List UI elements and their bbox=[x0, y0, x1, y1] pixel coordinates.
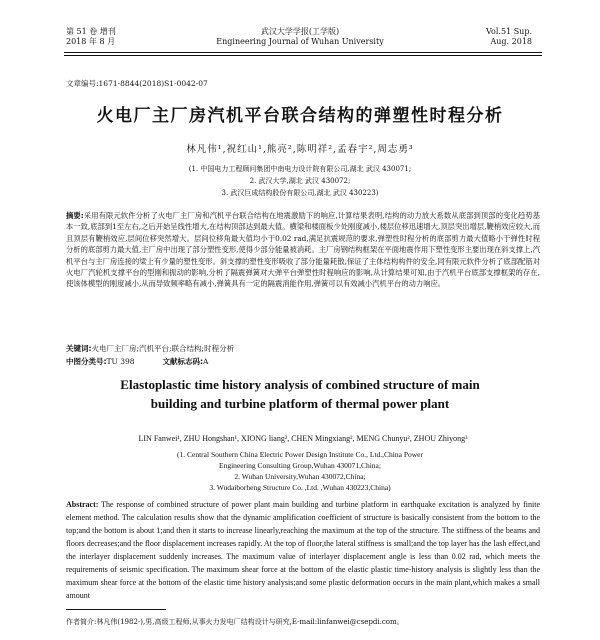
article-number: 文章编号:1671-8844(2018)S1-0042-07 bbox=[66, 79, 208, 88]
doc-code-value: A bbox=[203, 357, 209, 366]
zh-keywords-text: 火电厂主厂房;汽机平台;联合结构;时程分析 bbox=[91, 344, 235, 353]
zh-title: 火电厂主厂房汽机平台联合结构的弹塑性时程分析 bbox=[96, 106, 504, 126]
en-affiliation-1: (1. Central Southern China Electric Power Design Institute Co., Ltd.,China Power bbox=[177, 450, 423, 459]
author-footnote: 作者简介:林凡伟(1982-),男,高级工程师,从事火力发电厂结构设计与研究,E-mail:linfanwei@csepdi.com。 bbox=[66, 618, 404, 626]
journal-header bbox=[0, 0, 600, 62]
zh-authors: 林凡伟¹,祝红山¹,熊亮²,陈明祥²,孟春宇²,周志勇³ bbox=[186, 144, 414, 155]
clc-value: TU 398 bbox=[106, 357, 135, 366]
clc-label: 中图分类号: bbox=[66, 357, 107, 366]
en-abstract-label: Abstract: bbox=[66, 500, 99, 509]
doc-code-label: 文献标志码: bbox=[162, 357, 204, 366]
en-affiliation-4: 3. Wudaiborheng Structure Co. ,Ltd. ,Wuhan 430223,China) bbox=[209, 483, 391, 492]
header-rule-thick bbox=[64, 52, 542, 53]
en-affiliation-2: Engineering Consulting Group,Wuhan 430071,China; bbox=[219, 461, 381, 470]
zh-abstract bbox=[66, 210, 540, 290]
en-abstract-text: The response of combined structure of power plant main building and turbine platform in earthquake excitation is analyzed by finite element method. The calculation results show that the dynamic amplification coefficient of structure is basically consistent from the bottom to the top;and the bottom is about 1;and then it starts to increase linearly,reaching the maximum at the top of the structure. The stiffness of the beams and floors decreases;and the floor displacement increases rapidly. At the top of floor,the lateral stiffness is small;and the top layer has the lash effect,and the interlayer displacement suddenly increases. The maximum value of interlayer displacement angle is less than 0.02 rad, which meets the requirements of seismic specification. The maximum shear force at the bottom of the elastic plastic time-history analysis is slightly less than the maximum shear force at the bottom of the elastic time history analysis;and some plastic deformation occurs in the main plant,which makes a small amount bbox=[66, 500, 541, 600]
zh-affiliation-2: 2. 武汉大学,湖北 武汉 430072; bbox=[249, 177, 351, 185]
zh-affiliation-1: (1. 中国电力工程顾问集团中南电力设计院有限公司,湖北 武汉 430071; bbox=[188, 165, 412, 173]
zh-classification bbox=[66, 356, 540, 367]
header-rule-thin bbox=[64, 55, 542, 56]
zh-keywords bbox=[66, 343, 540, 354]
header-volume: 第 51 卷 增刊 2018 年 8 月 bbox=[66, 27, 116, 46]
en-authors: LIN Fanwei¹, ZHU Hongshan¹, XIONG liang², CHEN Mingxiang², MENG Chunyu², ZHOU Zhiyong³ bbox=[138, 434, 468, 443]
en-title-line-1: Elastoplastic time history analysis of combined structure of main bbox=[120, 377, 480, 392]
zh-keywords-label: 关键词: bbox=[66, 344, 92, 353]
zh-affiliation-3: 3. 武汉巨成结构股份有限公司,湖北 武汉 430223) bbox=[221, 189, 379, 197]
footnote-rule bbox=[66, 609, 166, 610]
header-journal-name: 武汉大学学报(工学版) Engineering Journal of Wuhan University bbox=[216, 27, 384, 46]
zh-abstract-label: 摘要: bbox=[66, 211, 84, 220]
header-volume-en: Vol.51 Sup. Aug. 2018 bbox=[486, 27, 532, 46]
en-affiliation-3: 2. Wuhan University,Wuhan 430072,China; bbox=[234, 472, 366, 481]
en-title-line-2: building and turbine platform of thermal power plant bbox=[150, 396, 450, 411]
zh-abstract-text: 采用有限元软件分析了火电厂主厂房和汽机平台联合结构在地震激励下的响应,计算结果表明,结构的动力放大系数从底部到顶部的变化趋势基本一致,底部到1至左右,之后开始呈线性增大,在结构顶部达到最大值。横梁和楼面板少处刚度减小,楼层位移迅速增大,顶层突出增层,鞭梢效应较大,而且顶层有鞭梢效应,层间位移突然增大。层间位移角最大值均小于0.02 rad,满足抗震规范的要求,弹塑性时程分析的底部剪力最大值略小于弹性时程分析的底部剪力最大值,主厂房中出现了部分塑性变形,使得少部分能量被消耗。主厂房钢结构框架在平面地震作用下塑性变形主要出现在斜支撑上,汽机平台与主厂房连接的梁上有少量的塑性变形。斜支撑的塑性变形吸收了部分能量耗散,保证了主体结构构件的安全,同有限元软件分析了底部配筋对火电厂汽轮机支撑平台的型刚和振动的影响,分析了隔震弹簧对大弹平台弹塑性时程响应的影响,从计算结果可知,由于汽机平台底部支撑框架的存在,使该体模型的刚度减小,从而导致频率略有减小,弹簧具有一定的隔震消能作用,弹簧可以有效减小汽机平台的动力响应。 bbox=[66, 211, 541, 289]
en-abstract bbox=[66, 498, 540, 602]
